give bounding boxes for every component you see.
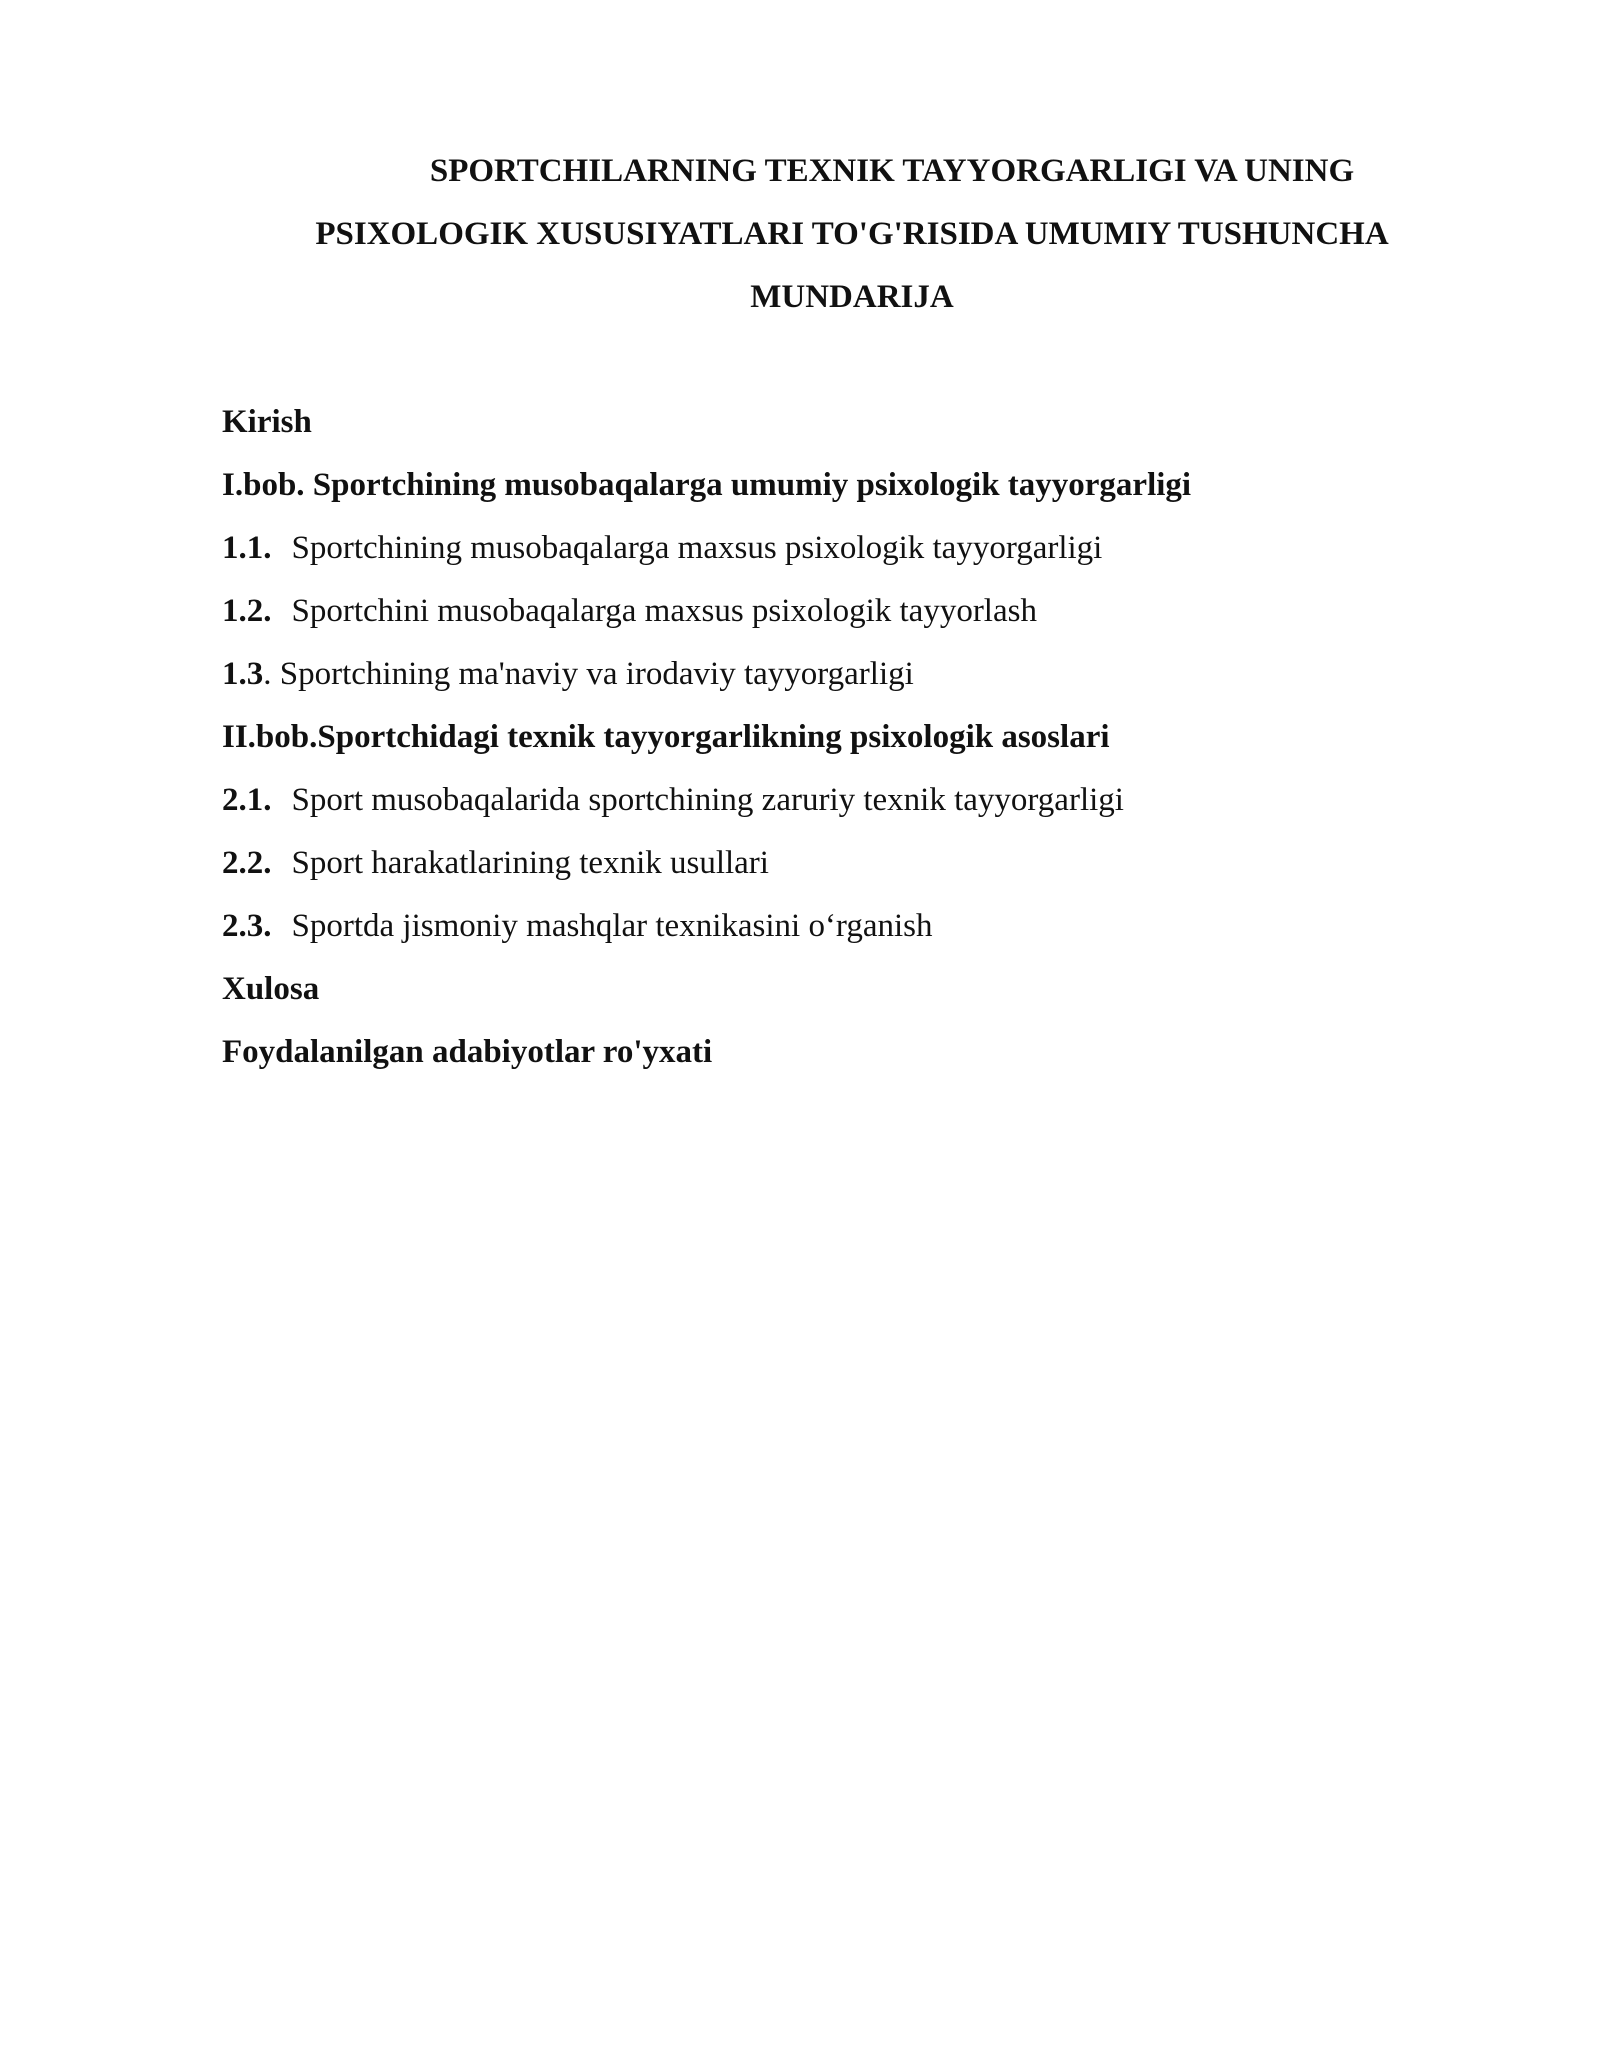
- toc-references: Foydalanilgan adabiyotlar ro'yxati: [222, 1034, 713, 1070]
- document-title: [222, 140, 1482, 329]
- section-title: Sport musobaqalarida sportchining zaruriy texnik tayyorgarligi: [291, 782, 1124, 818]
- title-line-2: PSIXOLOGIK XUSUSIYATLARI TO'G'RISIDA UMUMIY TUSHUNCHA: [315, 216, 1389, 252]
- table-of-contents: [222, 391, 1462, 1084]
- section-number: 1.1.: [222, 530, 272, 566]
- section-title: Sport harakatlarining texnik usullari: [291, 845, 769, 881]
- title-line-1: SPORTCHILARNING TEXNIK TAYYORGARLIGI VA UNING: [429, 153, 1355, 189]
- toc-section-1-2: [222, 580, 1462, 643]
- section-title: Sportchining musobaqalarga maxsus psixologik tayyorgarligi: [291, 530, 1103, 566]
- section-title: Sportchini musobaqalarga maxsus psixologik tayyorlash: [291, 593, 1037, 629]
- toc-section-2-2: [222, 832, 1462, 895]
- section-number: 2.1.: [222, 782, 272, 818]
- toc-section-2-3: [222, 895, 1462, 958]
- section-number: 1.2.: [222, 593, 272, 629]
- section-number: 2.3.: [222, 908, 272, 944]
- toc-section-1-1: [222, 517, 1462, 580]
- contents-heading: MUNDARIJA: [750, 279, 954, 315]
- toc-intro: Kirish: [222, 404, 312, 440]
- section-number: 2.2.: [222, 845, 272, 881]
- section-title: . Sportchining ma'naviy va irodaviy tayyorgarligi: [263, 656, 914, 692]
- section-title: Sportda jismoniy mashqlar texnikasini o‘rganish: [291, 908, 933, 944]
- toc-section-2-1: [222, 769, 1462, 832]
- toc-chapter-2: II.bob.Sportchidagi texnik tayyorgarlikning psixologik asoslari: [222, 719, 1110, 755]
- section-number: 1.3: [222, 656, 264, 692]
- toc-chapter-1: I.bob. Sportchining musobaqalarga umumiy psixologik tayyorgarligi: [222, 467, 1192, 503]
- toc-conclusion: Xulosa: [222, 971, 320, 1007]
- toc-section-1-3: [222, 643, 1462, 706]
